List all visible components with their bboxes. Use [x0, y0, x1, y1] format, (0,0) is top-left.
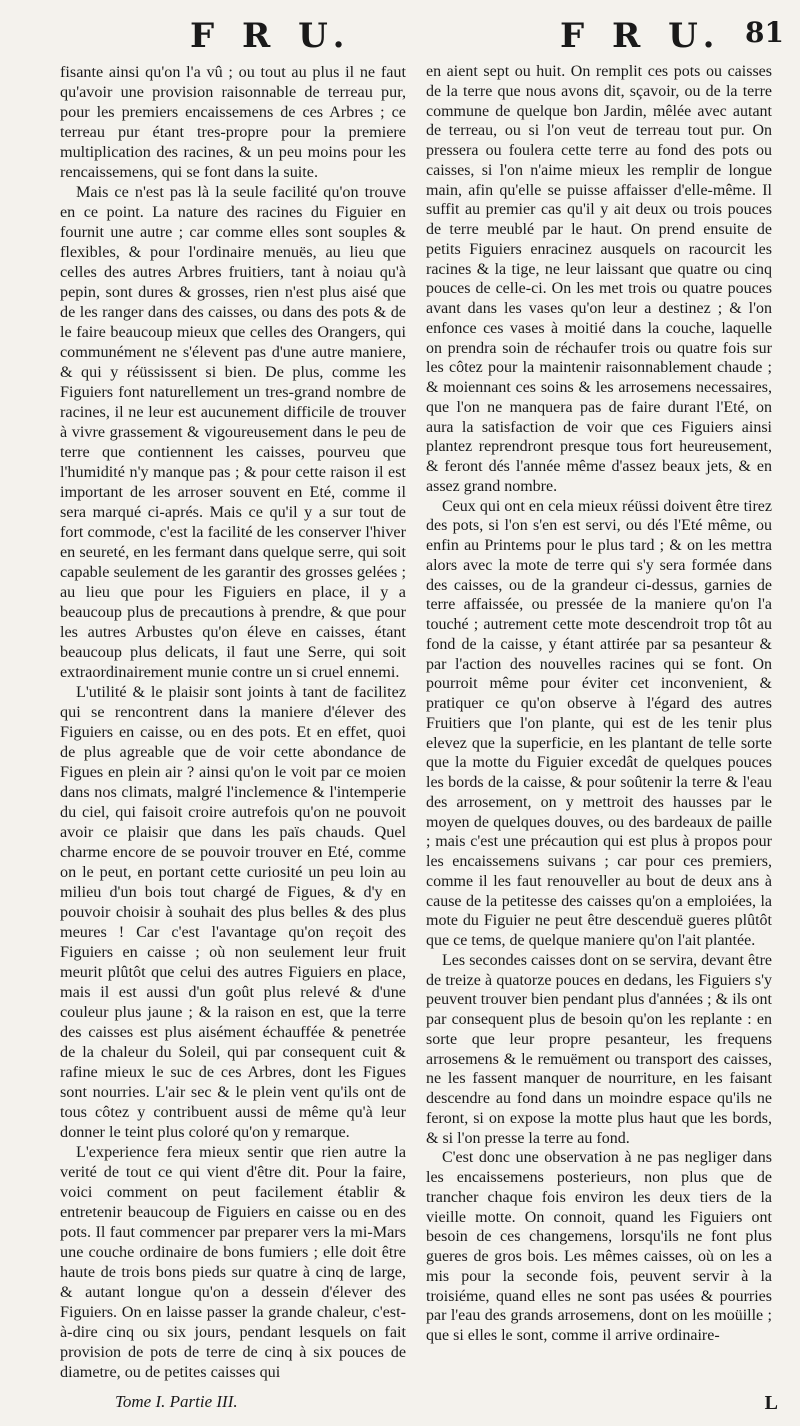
paragraph: fisante ainsi qu'on l'a vû ; ou tout au plus il ne faut qu'avoir une provision raisonnable de terreau pur, pour les premiers encaissemens de ces Arbres ; ce terreau pur étant tres-propre pour la premiere multiplication des racines, & un peu moins pour les rencaissemens, qui se font dans la suite.: [60, 63, 406, 181]
paragraph: Ceux qui ont en cela mieux réüssi doivent être tirez des pots, si l'on s'en est servi, ou dés l'Eté même, ou enfin au Printems pour le plus tard ; & on les mettra alors avec la mote de terre qui s'y sera formée dans des caisses, ou de la grandeur ci-dessus, garnies de terre affaissée, ou pressée de la maniere qu'on l'a touché ; autrement cette mote descendroit trop tôt au fond de la caisse, y étant attirée par sa pesanteur & par l'action des nouvelles racines qui se font. On pourroit même pour éviter cet inconvenient, & pratiquer ce qu'on observe à l'égard des autres Fruitiers que l'on plante, qui est de les tenir plus elevez que la superficie, en les plantant de telle sorte que la motte du Figuier excedât de quelques pouces les bords de la caisse, & pour soûtenir la terre & l'eau des arrosement, on y mettroit des hausses par le moyen de quelques douves, ou des bardeaux de paille ; mais c'est une précaution qui est plus à propos pour les encaissemens suivans ; car pour ces premiers, comme il les faut renouveller au bout de deux ans à cause de la petitesse des caisses qu'on a emploiées, la mote du Figuier ne peut être descenduë gueres plûtôt que ce tems, de quelque maniere qu'on l'ait plantée.: [426, 497, 772, 949]
paragraph: Mais ce n'est pas là la seule facilité qu'on trouve en ce point. La nature des racines du Figuier en fournit une autre ; car comme elles sont souples & flexibles, & pour l'ordinaire menuës, au lieu que celles des autres Arbres fruitiers, tant à noiau qu'à pepin, sont dures & grosses, rien n'est plus aisé que de les ranger dans des caisses, ou dans des pots & de le faire beaucoup mieux que celles des Orangers, qui communément ne s'élevent pas d'une autre maniere, & qui y réüssissent si bien. De plus, comme les Figuiers font naturellement un tres-grand nombre de racines, il ne leur est aucunement difficile de trouver à vivre grassement & vigoureusement dans le peu de terre que contiennent les caisses, pourveu que l'humidité n'y manque pas ; & pour cette raison il est important de les arroser souvent en Eté, comme il sera marqué ci-aprés. Mais ce qu'il y a sur tout de fort commode, c'est la facilité de les conserver l'hiver en seureté, en les fermant dans quelque serre, qui soit capable seulement de les garantir des grosses gelées ; au lieu que pour les Figuiers en place, il y a beaucoup plus de precautions à prendre, & que pour les autres Arbustes qu'on éleve en caisses, étant beaucoup plus delicats, il faut une Serre, qui soit extraordinairement munie contre un si cruel ennemi.: [60, 183, 406, 681]
paragraph: C'est donc une observation à ne pas negliger dans les encaissemens posterieurs, non plus que de trancher chaque fois environ les deux tiers de la vieille motte. On connoit, quand les Figuiers ont besoin de ces changemens, lorsqu'ils ne font plus gueres de gros bois. Les mêmes caisses, où on les a mis pour la seconde fois, peuvent servir à la troisiéme, quand elles ne sont pas usées & pourries par l'eau des grands arrosemens, dont on les moüille ; que si elles le sont, comme il arrive ordinaire-: [426, 1149, 772, 1344]
right-text-column: [426, 62, 772, 1346]
right-running-head: F R U.: [560, 16, 723, 56]
left-text-column: [60, 62, 406, 1382]
page-footer: [0, 1392, 800, 1422]
paragraph: L'experience fera mieux sentir que rien autre la verité de tout ce qui vient d'être dit. Pour la faire, voici comment on peut facilement établir & entretenir beaucoup de Figuiers en caisse ou en des pots. Il faut commencer par preparer vers la mi-Mars une couche ordinaire de bons fumiers ; elle doit être haute de trois bons pieds sur quatre à cinq de large, & autant longue qu'on a dessein d'élever des Figuiers. On en laisse passer la grande chaleur, c'est-à-dire cinq ou six jours, pendant lesquels on fait provision de pots de terre de cinq à six pouces de diametre, ou de petites caisses qui: [60, 1143, 406, 1381]
page-header: [0, 10, 800, 56]
paragraph: Les secondes caisses dont on se servira, devant être de treize à quatorze pouces en dedans, les Figuiers s'y peuvent trouver bien pendant plus d'années ; & ils ont par consequent plus de besoin qu'on les replante : en sorte que leur propre pesanteur, les frequens arrosemens & le remuëment ou transport des caisses, ne les fassent manquer de nourriture, en les faisant descendre au fond dans un moindre espace qu'ils ne feront, si on expose la motte plus haut que les bords, & si l'on presse la terre au fond.: [426, 951, 772, 1147]
left-running-head: F R U.: [190, 16, 353, 56]
paragraph: en aient sept ou huit. On remplit ces pots ou caisses de la terre que nous avons dit, sçavoir, ou de la terre commune de quelque bon Jardin, mêlée avec autant de terreau, ou si l'on veut de terreau tout pur. On pressera ou foulera cette terre au fond des pots ou caisses, si l'on n'aime mieux les remplir de longue main, afin qu'elle se puisse affaisser d'elle-même. Il suffit au premier cas qu'il y ait deux ou trois pouces de terre meublé par le haut. On prend ensuite de petits Figuiers enracinez ausquels on racourcit les racines & la tige, ne leur laissant que quatre ou cinq pouces de celle-ci. On les met trois ou quatre pouces avant dans les vases qu'on leur a destinez ; & l'on enfonce ces vases à moitié dans la couche, laquelle on prendra soin de réchaufer trois ou quatre fois sur les côtez pour la maintenir raisonnablement chaude ; & moiennant ces soins & les arrosemens necessaires, que l'on ne manquera pas de faire durant l'Eté, on aura la satisfaction de voir que ces Figuiers ainsi plantez reprendront presque tous fort heureusement, & feront dés l'année même d'assez beaux jets, & en assez grand nombre.: [426, 63, 772, 495]
catchword: L: [764, 1392, 778, 1414]
paragraph: L'utilité & le plaisir sont joints à tant de facilitez qui se rencontrent dans la maniere d'élever des Figuiers en caisse, ou en des pots. Et en effet, quoi de plus agreable que de voir cette abondance de Figues en plein air ? ainsi qu'on le voit par ce moien dans nos climats, malgré l'inclemence & l'intemperie du ciel, qui faisoit croire autrefois qu'on ne pouvoit avoir ce plaisir que dans les païs chauds. Quel charme encore de se pouvoir trouver en Eté, comme on le peut, en portant cette curiosité un peu loin au milieu d'un bois tout chargé de Figues, & d'y en pouvoir choisir à souhait des plus belles & des plus meures ! Car c'est l'avantage qu'on reçoit des Figuiers en caisse ; où non seulement leur fruit meurit plûtôt que celui des autres Figuiers en place, mais il est aussi d'un goût plus relevé & d'une couleur plus jaune ; & la raison en est, que la terre des caisses est plus aisément échauffée & penetrée de la chaleur du Soleil, qui par consequent cuit & rafine mieux le suc de ces Arbres, dont les Figues sont nourries. L'air sec & le plein vent qu'ils ont de tous côtez y contribuent aussi de même qu'à leur donner le teint plus coloré qu'on y remarque.: [60, 683, 406, 1141]
page-number: 81: [745, 16, 784, 49]
volume-signature: Tome I. Partie III.: [115, 1392, 238, 1411]
